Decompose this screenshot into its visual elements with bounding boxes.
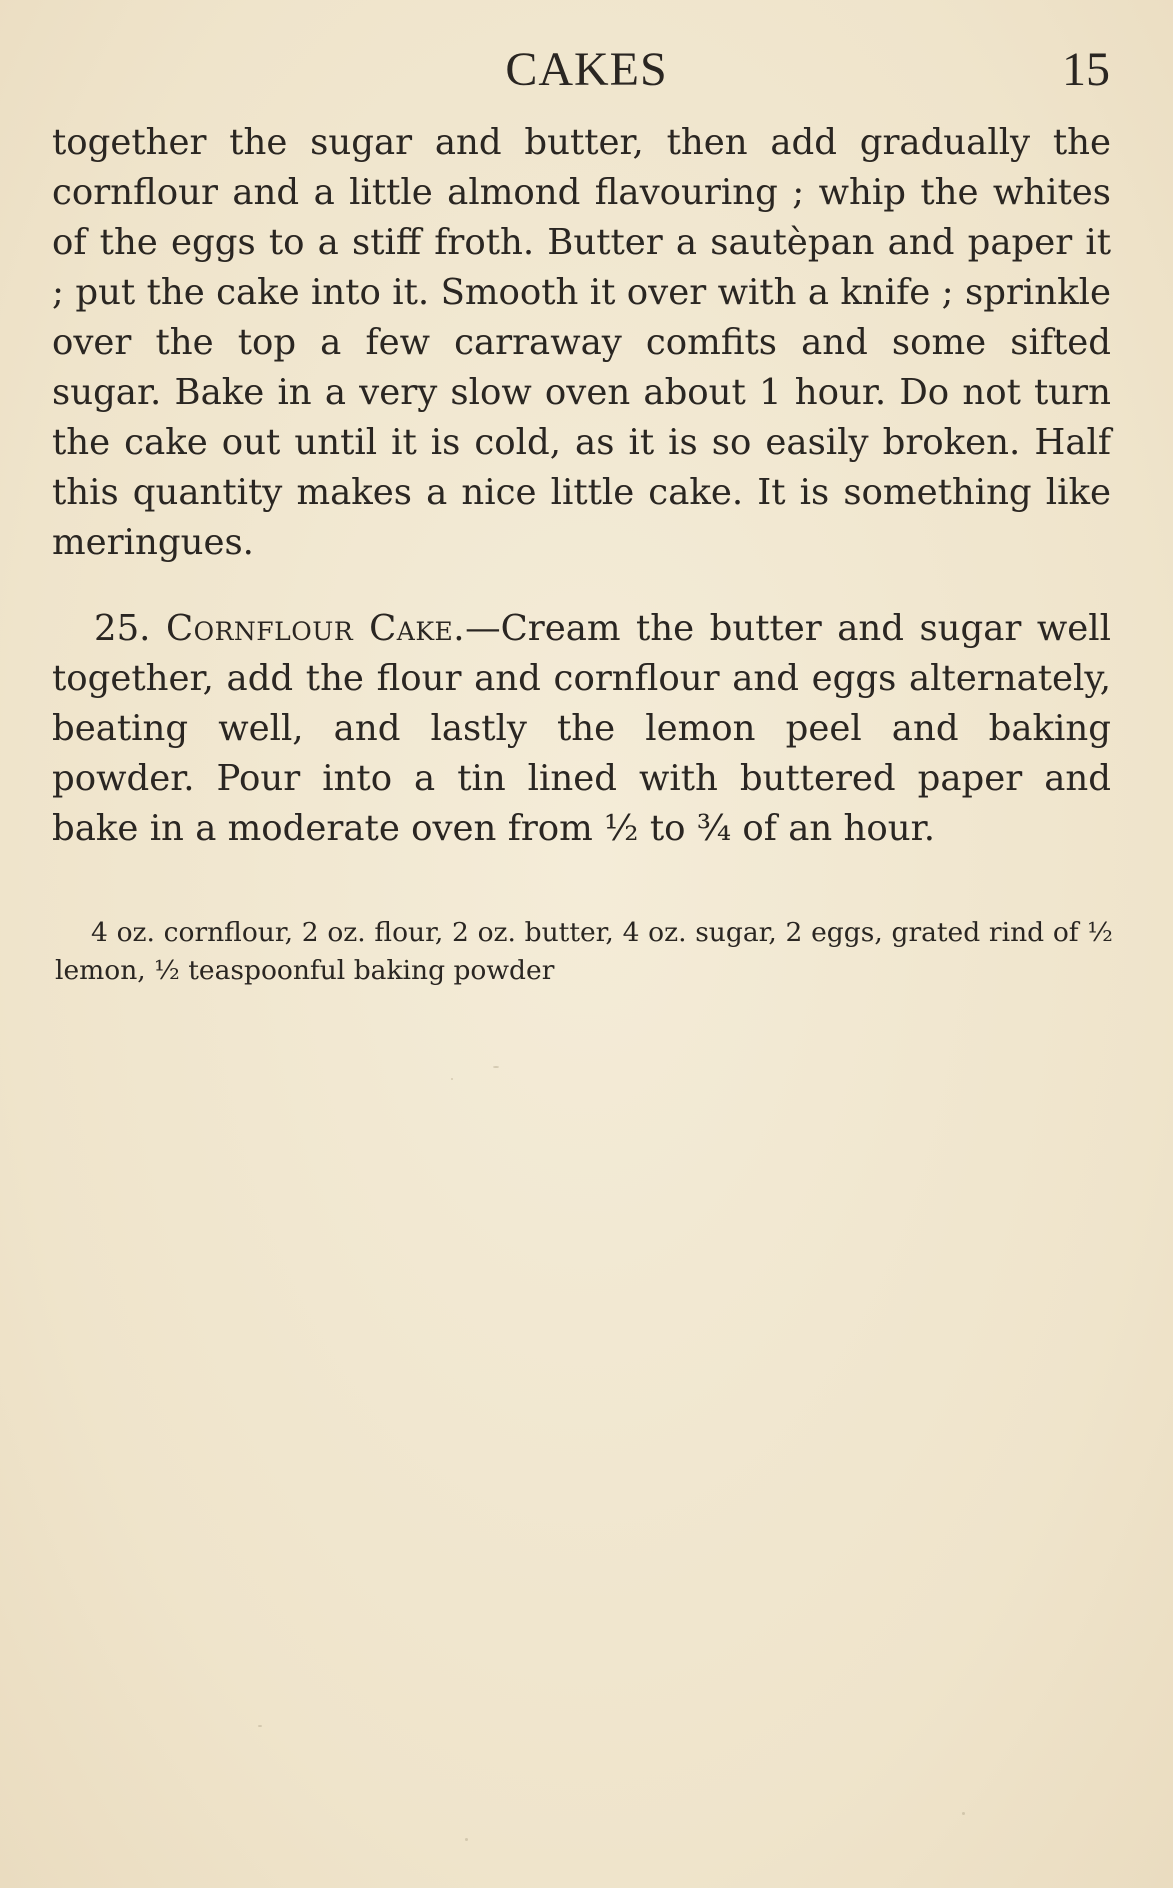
page-number: 15 xyxy=(1062,43,1110,96)
page-header xyxy=(0,40,1173,100)
paper-speck xyxy=(451,1078,453,1080)
recipe-title: Cornflour Cake. xyxy=(165,608,466,649)
recipe-25-paragraph xyxy=(52,604,1111,854)
recipe-body: —Cream the butter and sugar well together, add the flour and cornflour and eggs alternately, beating well, and lastly the lemon peel and baking powder. Pour into a tin lined with buttered paper and bake in a moderate oven from ½ to ¾ of an hour. xyxy=(52,608,1111,849)
ingredients-list: 4 oz. cornflour, 2 oz. flour, 2 oz. butter, 4 oz. sugar, 2 eggs, grated rind of ½ lemon, ½ teaspoonful baking powder xyxy=(55,917,1113,986)
paper-speck xyxy=(493,1066,499,1068)
continued-paragraph: together the sugar and butter, then add gradually the cornflour and a little almond flavouring ; whip the whites of the eggs to a stiff froth. Butter a sautèpan and paper it ; put the cake into it. Smooth it over with a knife ; sprinkle over the top a few carraway comfits and some sifted sugar. Bake in a very slow oven about 1 hour. Do not turn the cake out until it is cold, as it is so easily broken. Half this quantity makes a nice little cake. It is something like meringues. xyxy=(52,122,1111,563)
paper-speck xyxy=(258,1725,262,1727)
running-title: CAKES xyxy=(505,43,668,96)
paper-speck xyxy=(465,1838,468,1841)
paper-speck xyxy=(962,1812,965,1815)
recipe-number: 25. xyxy=(94,608,151,649)
